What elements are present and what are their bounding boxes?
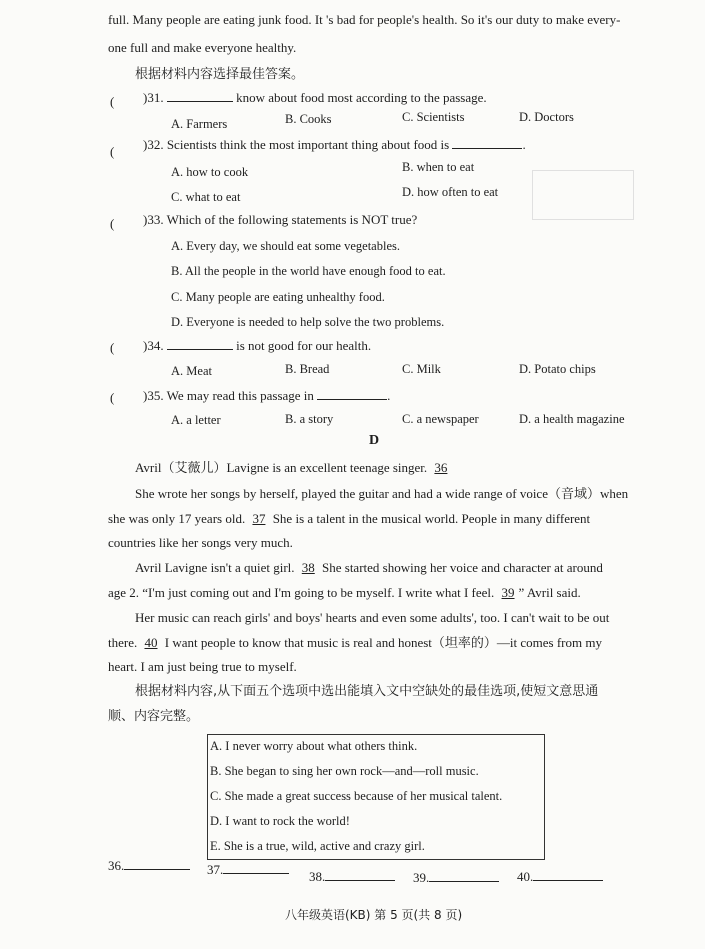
passage-p4-text-b: there.	[108, 635, 138, 650]
question-34-blank[interactable]	[167, 349, 233, 350]
choice-e[interactable]: E. She is a true, wild, active and crazy girl.	[210, 839, 425, 853]
passage-p2-line-2	[108, 511, 590, 527]
q32-option-b[interactable]: B. when to eat	[402, 160, 475, 174]
passage-p2-text-b: she was only 17 years old.	[108, 511, 246, 526]
blank-40[interactable]: 40	[144, 635, 158, 650]
question-33-stem: )33. Which of the following statements is NOT true?	[143, 212, 418, 227]
choice-c[interactable]: C. She made a great success because of her musical talent.	[210, 789, 503, 803]
blank-36[interactable]: 36	[434, 460, 448, 475]
page-footer: 八年级英语(KB) 第 5 页(共 8 页)	[285, 908, 463, 922]
question-35-stem-before: )35. We may read this passage in	[143, 388, 318, 403]
passage-p1-text: Avril（艾薇儿）Lavigne is an excellent teenage singer.	[135, 460, 428, 475]
answer-label-37: 37.	[207, 862, 224, 877]
passage-p4-line-2	[108, 635, 602, 651]
q34-option-a[interactable]: A. Meat	[171, 364, 212, 378]
q33-option-a[interactable]: A. Every day, we should eat some vegetables.	[171, 239, 400, 253]
q31-option-a[interactable]: A. Farmers	[171, 117, 228, 131]
q33-option-c[interactable]: C. Many people are eating unhealthy food.	[171, 290, 385, 304]
question-31-stem-before: )31.	[143, 90, 167, 105]
passage-p1	[135, 460, 451, 476]
question-34	[143, 338, 371, 354]
choice-d[interactable]: D. I want to rock the world!	[210, 814, 350, 828]
question-33	[143, 212, 417, 228]
passage-p3-line-2	[108, 585, 581, 601]
answer-label-38: 38.	[309, 869, 326, 884]
answer-slot-40	[517, 869, 603, 885]
answer-label-40: 40.	[517, 869, 534, 884]
q32-option-c[interactable]: C. what to eat	[171, 190, 241, 204]
q32-option-a[interactable]: A. how to cook	[171, 165, 249, 179]
q32-option-d[interactable]: D. how often to eat	[402, 185, 499, 199]
question-34-stem-after: is not good for our health.	[232, 338, 372, 353]
answer-paren-34: (	[110, 340, 115, 355]
section-d-instruction-1: 根据材料内容,从下面五个选项中选出能填入文中空缺处的最佳选项,使短文意思通	[135, 684, 599, 699]
passage-p4-line-3: heart. I am just being true to myself.	[108, 659, 297, 674]
q31-option-b[interactable]: B. Cooks	[285, 112, 332, 126]
passage-p3-text-d: ” Avril said.	[518, 585, 581, 600]
question-35	[143, 388, 390, 404]
answer-slot-39	[413, 870, 499, 886]
question-34-stem-before: )34.	[143, 338, 167, 353]
answer-label-39: 39.	[413, 870, 430, 885]
answer-paren-33: (	[110, 216, 115, 231]
section-c-instruction: 根据材料内容选择最佳答案。	[135, 67, 305, 82]
answer-paren-35: (	[110, 390, 115, 405]
answer-paren-31: (	[110, 94, 115, 109]
blank-39[interactable]: 39	[501, 585, 515, 600]
answer-blank-38[interactable]	[325, 880, 395, 881]
answer-slot-38	[309, 869, 395, 885]
choice-b[interactable]: B. She began to sing her own rock—and—roll music.	[210, 764, 479, 778]
blank-37[interactable]: 37	[252, 511, 266, 526]
section-d-instruction-2: 顺、内容完整。	[108, 709, 200, 724]
q33-option-b[interactable]: B. All the people in the world have enough food to eat.	[171, 264, 446, 278]
q35-option-a[interactable]: A. a letter	[171, 413, 221, 427]
q35-option-d[interactable]: D. a health magazine	[519, 412, 625, 426]
choice-a[interactable]: A. I never worry about what others think.	[210, 739, 418, 753]
question-32	[143, 137, 526, 153]
passage-p4-text-c: I want people to know that music is real and honest（坦率的）—it comes from my	[164, 635, 602, 650]
q34-option-d[interactable]: D. Potato chips	[519, 362, 596, 376]
answer-slot-37	[207, 862, 289, 878]
question-31-stem-after: know about food most according to the passage.	[232, 90, 487, 105]
q34-option-c[interactable]: C. Milk	[402, 362, 441, 376]
q35-option-b[interactable]: B. a story	[285, 412, 334, 426]
question-32-blank[interactable]	[452, 148, 522, 149]
passage-p3-text-b: She started showing her voice and character at around	[322, 560, 603, 575]
answer-slot-36	[108, 858, 190, 874]
question-35-blank[interactable]	[317, 399, 387, 400]
q33-option-d[interactable]: D. Everyone is needed to help solve the two problems.	[171, 315, 445, 329]
question-32-stem-after: .	[522, 137, 526, 152]
answer-blank-39[interactable]	[429, 881, 499, 882]
answer-blank-40[interactable]	[533, 880, 603, 881]
passage-p3-text-c: age 2. “I'm just coming out and I'm going to be myself. I write what I feel.	[108, 585, 495, 600]
answer-label-36: 36.	[108, 858, 125, 873]
passage-p3-text-a: Avril Lavigne isn't a quiet girl.	[135, 560, 295, 575]
answer-paren-32: (	[110, 144, 115, 159]
question-35-stem-after: .	[387, 388, 391, 403]
passage-p4-line-1: Her music can reach girls' and boys' hearts and even some adults', too. I can't wait to be out	[135, 610, 610, 625]
q35-option-c[interactable]: C. a newspaper	[402, 412, 479, 426]
q31-option-c[interactable]: C. Scientists	[402, 110, 465, 124]
passage-p2-line-1: She wrote her songs by herself, played the guitar and had a wide range of voice（音域）when	[135, 486, 629, 501]
intro-line-2: one full and make everyone healthy.	[108, 40, 297, 55]
intro-line-1: full. Many people are eating junk food. It 's bad for people's health. So it's our duty to make every-	[108, 12, 621, 27]
passage-p2-line-3: countries like her songs very much.	[108, 535, 293, 550]
passage-p3-line-1	[135, 560, 603, 576]
q31-option-d[interactable]: D. Doctors	[519, 110, 574, 124]
section-d-heading: D	[369, 433, 380, 448]
bleed-through-box	[532, 170, 634, 220]
question-31	[143, 90, 487, 106]
question-31-blank[interactable]	[167, 101, 233, 102]
answer-blank-36[interactable]	[124, 869, 190, 870]
passage-p2-text-c: She is a talent in the musical world. People in many different	[272, 511, 591, 526]
choices-box	[207, 734, 545, 860]
question-32-stem-before: )32. Scientists think the most important thing about food is	[143, 137, 453, 152]
blank-38[interactable]: 38	[301, 560, 315, 575]
q34-option-b[interactable]: B. Bread	[285, 362, 330, 376]
answer-blank-37[interactable]	[223, 873, 289, 874]
